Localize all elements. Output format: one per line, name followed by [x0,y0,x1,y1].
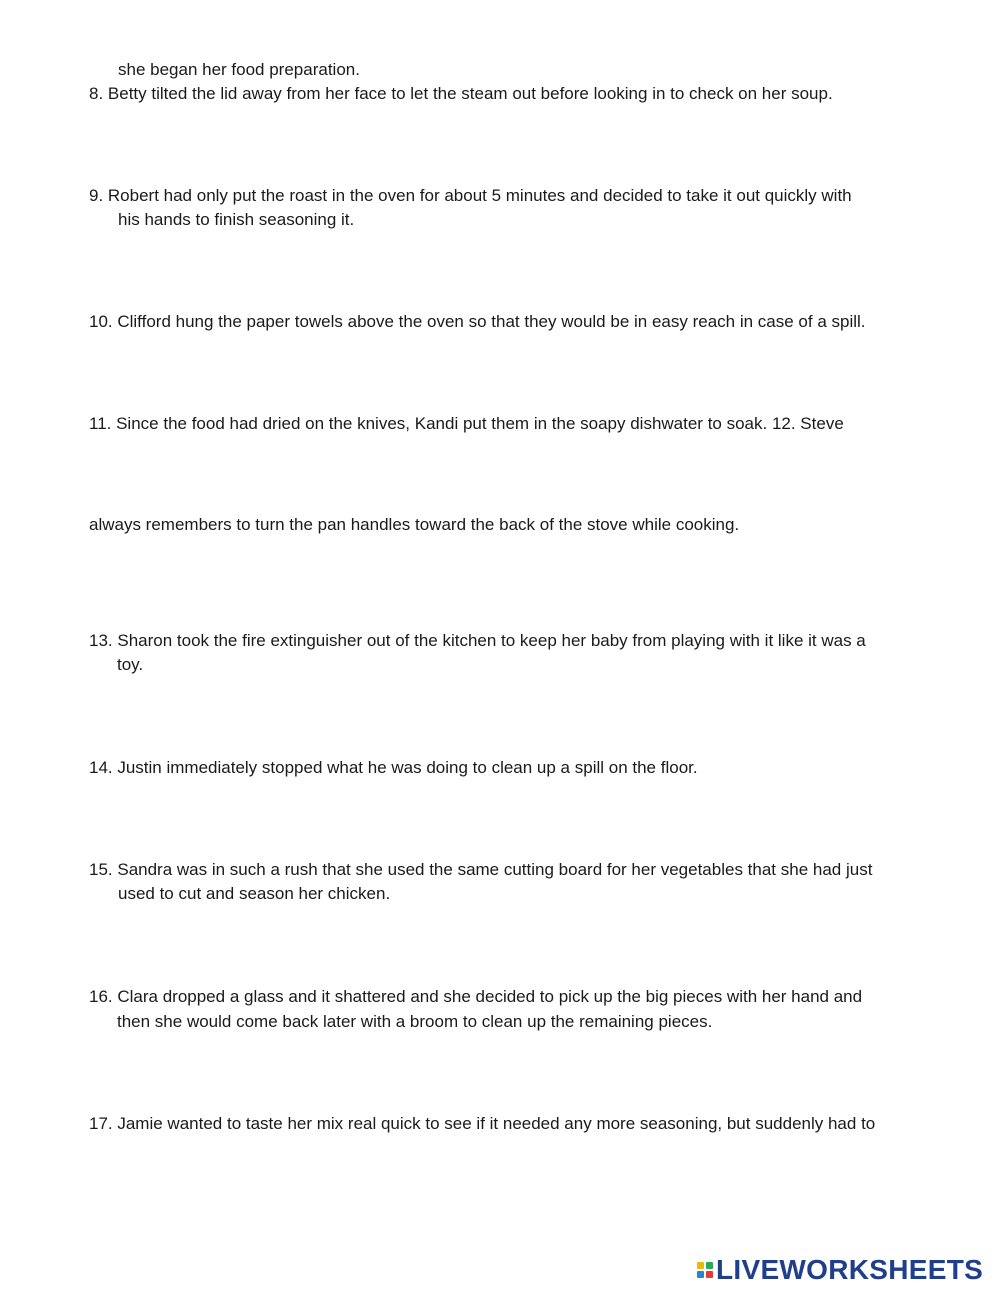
question-16: 16. Clara dropped a glass and it shattered and she decided to pick up the big pieces with her hand and [89,987,863,1006]
logo-text: LIVEWORKSHEETS [716,1254,984,1285]
question-15: 15. Sandra was in such a rush that she used the same cutting board for her vegetables that she had just [89,860,873,879]
question-17: 17. Jamie wanted to taste her mix real quick to see if it needed any more seasoning, but suddenly had to [89,1114,876,1133]
logo-block-i [706,1262,713,1269]
logo-block-e [706,1271,713,1278]
logo-blocks-icon [697,1262,713,1278]
question-7-continuation: she began her food preparation. [118,60,360,79]
question-9: 9. Robert had only put the roast in the oven for about 5 minutes and decided to take it out quickly with [89,186,852,205]
question-8: 8. Betty tilted the lid away from her face to let the steam out before looking in to check on her soup. [89,84,833,103]
logo-block-l [697,1262,704,1269]
liveworksheets-logo[interactable] [697,1255,983,1285]
question-12-continuation: always remembers to turn the pan handles toward the back of the stove while cooking. [89,515,740,534]
question-15-continuation: used to cut and season her chicken. [118,884,391,903]
question-9-continuation: his hands to finish seasoning it. [118,210,355,229]
question-16-continuation: then she would come back later with a broom to clean up the remaining pieces. [117,1012,713,1031]
logo-block-v [697,1271,704,1278]
question-10: 10. Clifford hung the paper towels above the oven so that they would be in easy reach in case of a spill. [89,312,866,331]
question-11: 11. Since the food had dried on the knives, Kandi put them in the soapy dishwater to soak. 12. Steve [89,414,844,433]
question-13: 13. Sharon took the fire extinguisher out of the kitchen to keep her baby from playing with it like it was a [89,631,866,650]
question-14: 14. Justin immediately stopped what he was doing to clean up a spill on the floor. [89,758,698,777]
question-13-continuation: toy. [117,655,144,674]
